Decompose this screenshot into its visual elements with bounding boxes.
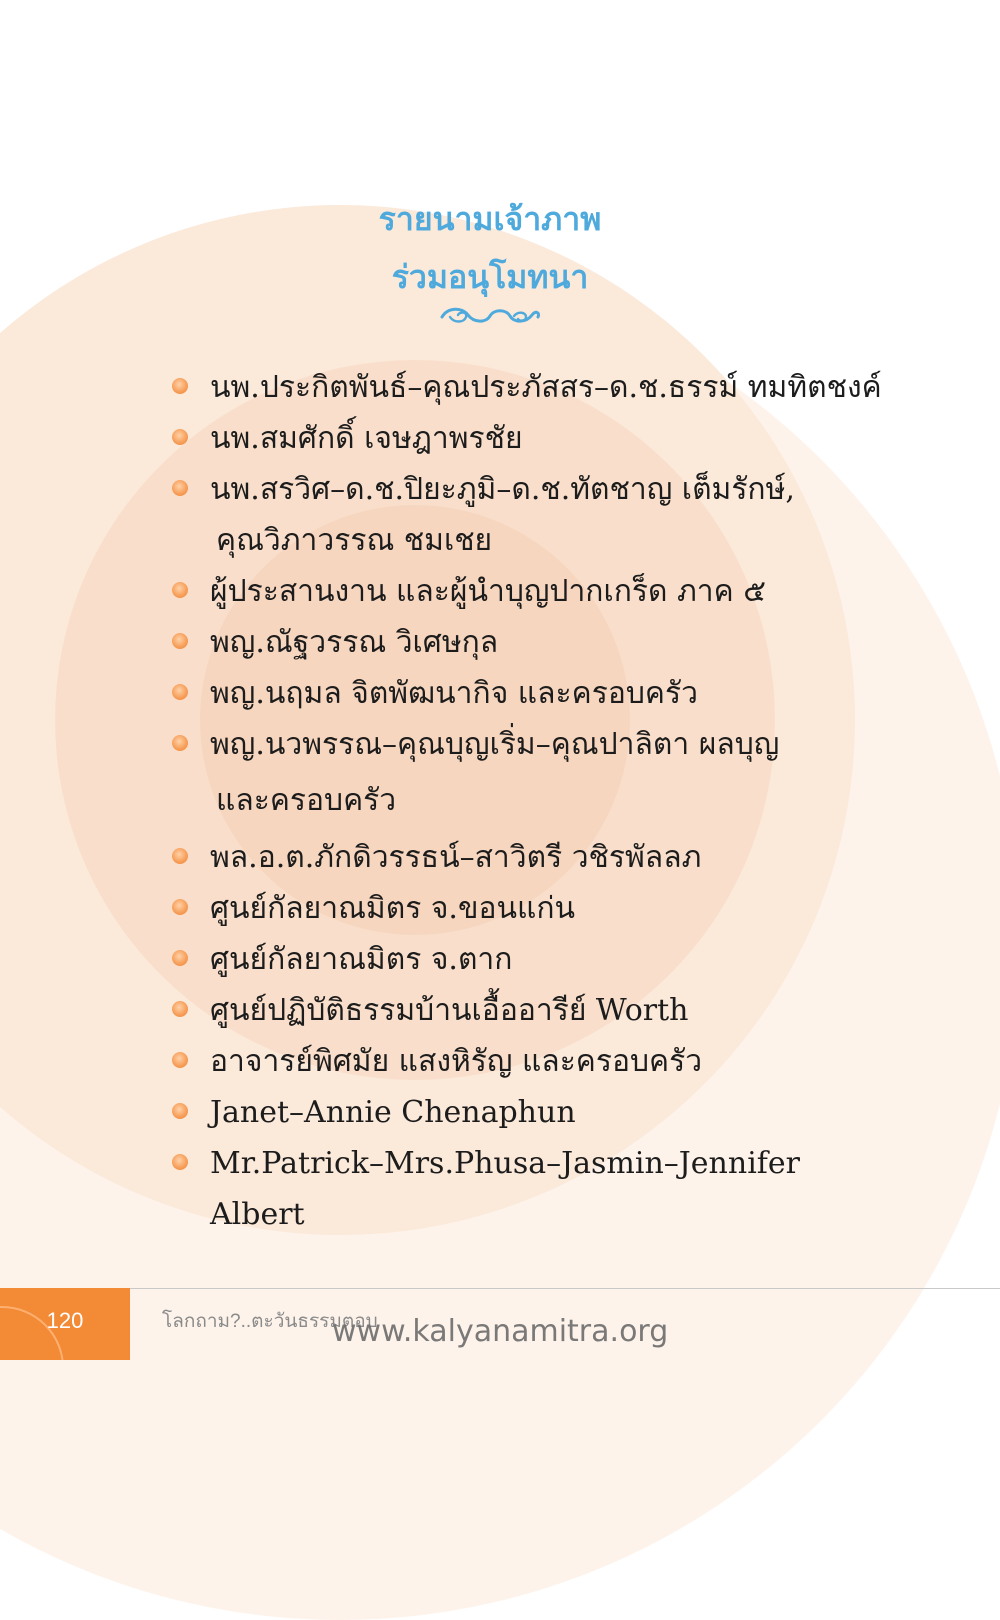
list-item: [170, 832, 890, 883]
bullet-dot-icon: [172, 684, 188, 700]
list-item: [170, 985, 890, 1036]
flourish-ornament-icon: [438, 303, 542, 329]
bullet-dot-icon: [172, 633, 188, 649]
bullet-dot-icon: [172, 950, 188, 966]
footer-divider: [130, 1288, 1000, 1289]
list-item: [170, 362, 890, 413]
list-item: [170, 719, 890, 832]
list-item: [170, 617, 890, 668]
bullet-dot-icon: [172, 1001, 188, 1017]
item-text-continued: และครอบครัว: [216, 783, 397, 818]
page-subtitle: ร่วมอนุโมทนา: [391, 258, 589, 296]
bullet-dot-icon: [172, 429, 188, 445]
page-title: รายนามเจ้าภาพ: [378, 200, 602, 238]
bullet-dot-icon: [172, 848, 188, 864]
bullet-dot-icon: [172, 1154, 188, 1170]
bullet-dot-icon: [172, 480, 188, 496]
item-text: นพ.ประกิตพันธ์–คุณประภัสสร–ด.ช.ธรรม์ ทมทิตชงค์: [210, 370, 882, 405]
list-item: [170, 413, 890, 464]
item-text: พญ.นวพรรณ–คุณบุญเริ่ม–คุณปาลิตา ผลบุญ: [210, 727, 780, 762]
page-number: 120: [46, 1308, 84, 1333]
item-text: นพ.สมศักดิ์ เจษฎาพรชัย: [210, 421, 523, 456]
item-text: ศูนย์ปฏิบัติธรรมบ้านเอื้ออารีย์ Worth: [210, 993, 689, 1028]
list-item: [170, 1138, 890, 1240]
list-item: [170, 566, 890, 617]
item-text: อาจารย์พิศมัย แสงหิรัญ และครอบครัว: [210, 1044, 703, 1079]
item-text-continued: คุณวิภาวรรณ ชมเชย: [216, 523, 493, 558]
bullet-dot-icon: [172, 1052, 188, 1068]
item-text: Janet–Annie Chenaphun: [210, 1095, 576, 1130]
list-item: [170, 464, 890, 566]
item-text: พญ.ณัฐวรรณ วิเศษกุล: [210, 625, 499, 660]
bullet-dot-icon: [172, 735, 188, 751]
bullet-dot-icon: [172, 899, 188, 915]
item-text: ศูนย์กัลยาณมิตร จ.ขอนแก่น: [210, 891, 575, 926]
list-item: [170, 1036, 890, 1087]
page-number-box: [0, 1288, 130, 1360]
running-book-title: โลกถาม?..ตะวันธรรมตอบ: [162, 1311, 378, 1332]
list-item: [170, 934, 890, 985]
item-text: พล.อ.ต.ภักดิวรรธน์–สาวิตรี วชิรพัลลภ: [210, 840, 702, 875]
item-text: นพ.สรวิศ–ด.ช.ปิยะภูมิ–ด.ช.ทัตชาญ เต็มรักษ์,: [210, 472, 795, 507]
website-watermark: www.kalyanamitra.org: [332, 1314, 669, 1349]
item-text: ผู้ประสานงาน และผู้นำบุญปากเกร็ด ภาค ๕: [210, 574, 766, 609]
bullet-dot-icon: [172, 378, 188, 394]
list-item: [170, 668, 890, 719]
sponsor-list: [170, 362, 890, 1240]
item-text: ศูนย์กัลยาณมิตร จ.ตาก: [210, 942, 513, 977]
list-item: [170, 1087, 890, 1138]
bullet-dot-icon: [172, 1103, 188, 1119]
item-text: พญ.นฤมล จิตพัฒนากิจ และครอบครัว: [210, 676, 698, 711]
bullet-dot-icon: [172, 582, 188, 598]
item-text: Mr.Patrick–Mrs.Phusa–Jasmin–Jennifer Albert: [210, 1146, 800, 1232]
list-item: [170, 883, 890, 934]
